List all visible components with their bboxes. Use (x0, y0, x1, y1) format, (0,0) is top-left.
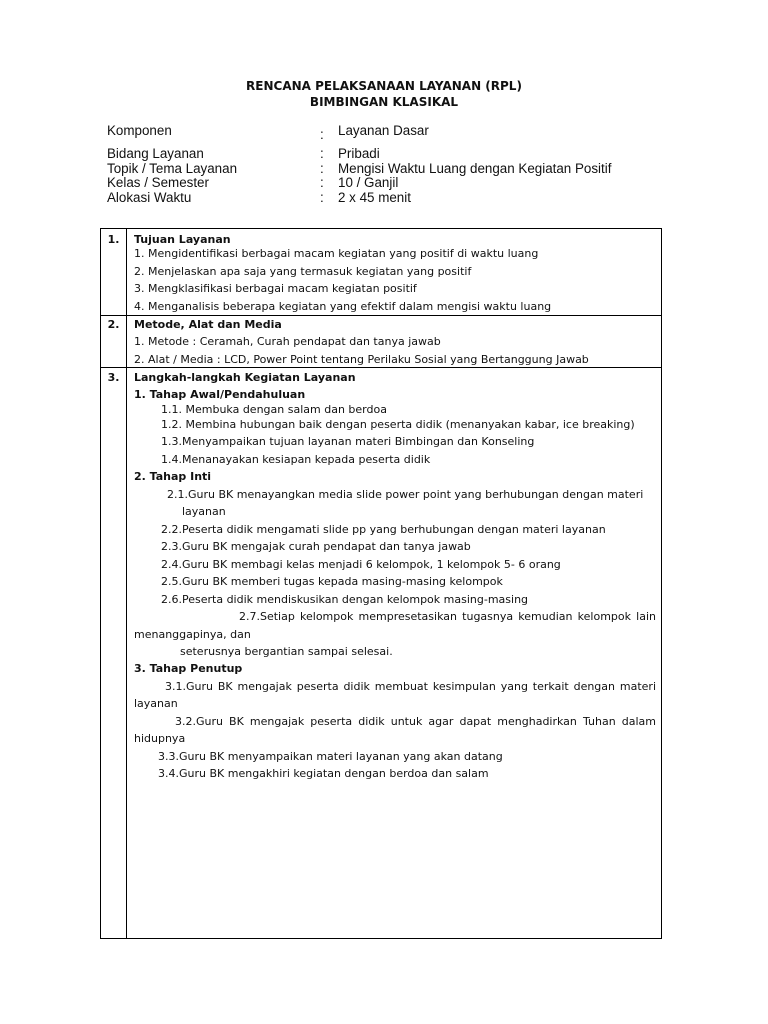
info-colon: : (320, 127, 324, 142)
document-title: RENCANA PELAKSANAAN LAYANAN (RPL) (246, 79, 522, 93)
list-item: 2.5.Guru BK memberi tugas kepada masing-masing kelompok (161, 575, 503, 588)
list-item: 2.3.Guru BK mengajak curah pendapat dan tanya jawab (161, 540, 471, 553)
list-item: 1.2. Membina hubungan baik dengan peserta didik (menanyakan kabar, ice breaking) (161, 418, 635, 431)
info-colon: : (320, 189, 324, 205)
list-item: 2. Alat / Media : LCD, Power Point tentang Perilaku Sosial yang Bertanggung Jawab (134, 353, 589, 366)
info-colon: : (320, 175, 324, 190)
stage-heading: 2. Tahap Inti (134, 470, 212, 483)
info-label: Komponen (107, 123, 172, 138)
info-value: Layanan Dasar (338, 123, 429, 138)
info-value: Mengisi Waktu Luang dengan Kegiatan Positif (338, 160, 612, 176)
section-heading: Tujuan Layanan (134, 233, 231, 246)
list-item: 1. Metode : Ceramah, Curah pendapat dan tanya jawab (134, 335, 441, 348)
document-subtitle: BIMBINGAN KLASIKAL (309, 95, 459, 109)
list-item-continuation: hidupnya (134, 732, 186, 745)
plan-table (100, 228, 662, 939)
list-item-continuation: layanan (134, 697, 178, 710)
row-divider (101, 315, 661, 316)
list-item: 1.4.Menanayakan kesiapan kepada peserta didik (161, 453, 431, 466)
list-item: 3.2.Guru BK mengajak peserta didik untuk agar dapat menghadirkan Tuhan dalam (175, 715, 656, 728)
list-item: 1.3.Menyampaikan tujuan layanan materi Bimbingan dan Konseling (161, 435, 535, 448)
section-heading: Metode, Alat dan Media (134, 318, 282, 331)
row-divider (101, 367, 661, 368)
list-item: 3. Mengklasifikasi berbagai macam kegiatan positif (134, 282, 417, 295)
list-item: 3.4.Guru BK mengakhiri kegiatan dengan berdoa dan salam (158, 767, 489, 780)
info-value: Pribadi (338, 146, 380, 161)
info-value: 10 / Ganjil (338, 175, 399, 190)
list-item: 2.1.Guru BK menayangkan media slide power point yang berhubungan dengan materi (167, 488, 644, 501)
info-label: Kelas / Semester (107, 175, 209, 190)
section-number: 3. (107, 371, 120, 384)
info-label: Bidang Layanan (107, 146, 204, 161)
list-item: 1. Mengidentifikasi berbagai macam kegiatan yang positif di waktu luang (134, 247, 539, 260)
list-item-continuation: menanggapinya, dan (134, 628, 251, 641)
list-item: 3.1.Guru BK mengajak peserta didik membuat kesimpulan yang terkait dengan materi (165, 680, 656, 693)
column-divider (126, 229, 127, 938)
info-label: Alokasi Waktu (107, 189, 192, 205)
list-item: 3.3.Guru BK menyampaikan materi layanan yang akan datang (158, 750, 503, 763)
list-item: 1.1. Membuka dengan salam dan berdoa (161, 403, 387, 416)
list-item: 2.4.Guru BK membagi kelas menjadi 6 kelompok, 1 kelompok 5- 6 orang (161, 558, 561, 571)
list-item: 2. Menjelaskan apa saja yang termasuk kegiatan yang positif (134, 265, 472, 278)
list-item-continuation: seterusnya bergantian sampai selesai. (180, 645, 393, 658)
info-colon: : (320, 146, 324, 161)
list-item: 2.2.Peserta didik mengamati slide pp yang berhubungan dengan materi layanan (161, 523, 606, 536)
list-item: 2.7.Setiap kelompok mempresetasikan tugasnya kemudian kelompok lain (239, 610, 656, 623)
list-item: 4. Menganalisis beberapa kegiatan yang efektif dalam mengisi waktu luang (134, 300, 552, 313)
info-colon: : (320, 160, 324, 176)
info-label: Topik / Tema Layanan (107, 160, 238, 176)
section-heading: Langkah-langkah Kegiatan Layanan (134, 371, 356, 384)
stage-heading: 1. Tahap Awal/Pendahuluan (134, 388, 306, 401)
list-item-continuation: layanan (182, 505, 226, 518)
list-item: 2.6.Peserta didik mendiskusikan dengan kelompok masing-masing (161, 593, 529, 606)
info-value: 2 x 45 menit (338, 189, 411, 205)
section-number: 2. (107, 318, 120, 331)
section-number: 1. (107, 233, 120, 246)
stage-heading: 3. Tahap Penutup (134, 662, 243, 675)
